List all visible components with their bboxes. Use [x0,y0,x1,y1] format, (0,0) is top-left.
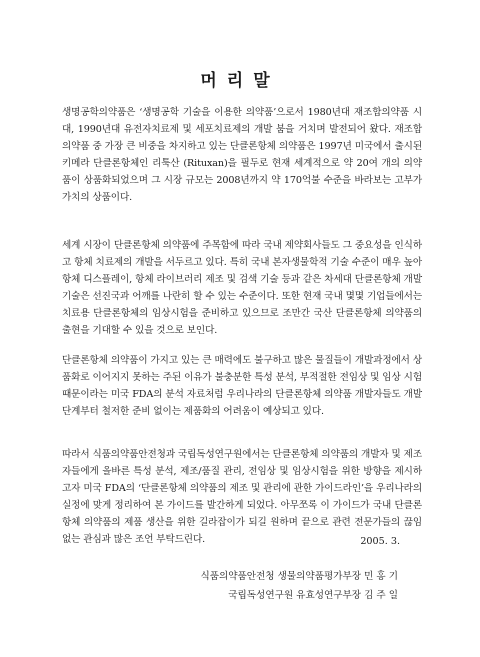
signature-line-2: 국립독성연구원 유효성연구부장 김 주 일 [228,590,398,601]
signature-line-1: 식품의약품안전청 생물의약품평가부장 민 홍 기 [200,571,398,582]
paragraph-4: 따라서 식품의약품안전청과 국립독성연구원에서는 단클론항체 의약품의 개발자 및 제조자들에게 올바른 특성 분석, 제조/품질 관리, 전임상 및 임상시험을 위한 방향을 제시하고자 미국 FDA의 ‘단클론항체 의약품의 제조 및 관리에 관한 가이드라인’을 우리나라의 실정에 맞게 정리하여 본 가이드를 발간하게 되었다. 아무쪼록 이 가이드가 국내 단클론항체 의약품의 제품 생산을 위한 길라잡이가 되길 원하며 끝으로 관련 전문가들의 끊임없는 관심과 많은 조언 부탁드린다. [62,449,422,545]
paragraph-2: 세계 시장이 단클론항체 의약품에 주목함에 따라 국내 제약회사들도 그 중요성을 인식하고 항체 치료제의 개발을 서두르고 있다. 특히 국내 본자생물학적 기술 수준이 매우 높아 항체 디스플레이, 항체 라이브러리 제조 및 검색 기술 등과 같은 차세대 단클론항체 개발 기술은 선진국과 어깨를 나란히 할 수 있는 수준이다. 또한 현재 국내 몇몇 기업들에서는 치료용 단클론항체의 임상시험을 준비하고 있으므로 조만간 국산 단클론항체 의약품의 출현을 기대할 수 있을 것으로 보인다. [62,240,422,336]
paragraph-3: 단클론항체 의약품이 가지고 있는 큰 매력에도 불구하고 많은 물질들이 개발과정에서 상품화로 이어지지 못하는 주된 이유가 불충분한 특성 분석, 부적절한 전임상 및 임상 시험 때문이라는 미국 FDA의 분석 자료처럼 우리나라의 단클론항체 의약품 개발자들도 개발단계부터 철저한 준비 없이는 제품화의 어려움이 예상되고 있다. [62,355,422,417]
document-date: 2005. 3. [360,536,400,547]
document-title: 머리말 [200,71,280,91]
paragraph-1: 생명공학의약품은 ‘생명공학 기술을 이용한 의약품’으로서 1980년대 재조합의약품 시대, 1990년대 유전자치료제 및 세포치료제의 개발 붐을 거치며 발전되어 왔다. 재조합의약품 중 가장 큰 비중을 차지하고 있는 단클론항체 의약품은 1997년 미국에서 출시된 키메라 단클론항체인 리툭산 (Rituxan)을 필두로 현재 세계적으로 약 20여 개의 의약품이 상품화되었으며 그 시장 규모는 2008년까지 약 170억불 수준을 바라보는 고부가가치의 상품이다. [62,107,422,203]
